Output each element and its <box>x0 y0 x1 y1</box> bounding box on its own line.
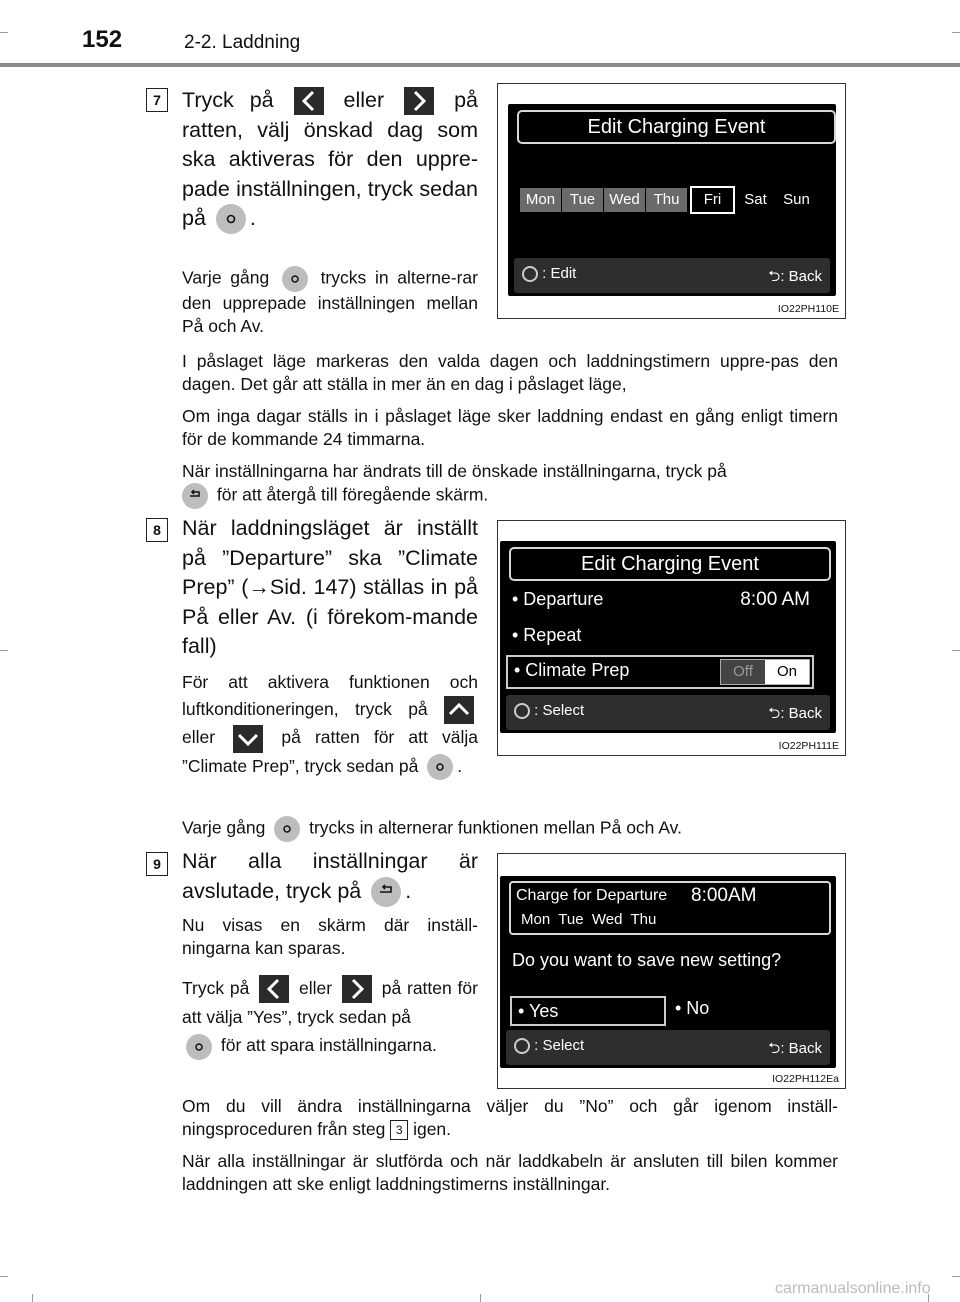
row-repeat[interactable]: • Repeat <box>512 625 582 645</box>
hint-bar: : Select ⮌: Back <box>506 695 830 730</box>
step8-subnote: För att aktivera funktionen och luftkonditioneringen, tryck på eller på ratten för att välja ”Climate Prep”, tryck sedan på . <box>182 669 478 780</box>
header-rule <box>0 63 960 67</box>
toggle-on: On <box>776 663 797 680</box>
climate-prep-toggle[interactable] <box>720 659 810 685</box>
screen-title: Edit Charging Event <box>517 110 836 144</box>
step-number-9: 9 <box>146 852 168 876</box>
no-option[interactable]: • No <box>675 998 710 1018</box>
step8-note: Varje gång trycks in alternerar funktionen mellan På och Av. <box>182 816 838 842</box>
day-selector <box>520 186 817 214</box>
back-button-icon <box>182 483 208 509</box>
chevron-left-icon <box>259 975 289 1003</box>
step7-instruction: Tryck på eller på ratten, välj önskad dag som ska aktiveras för den uppre-pade inställningen, tryck sedan på . <box>182 86 478 234</box>
yes-option-selected[interactable]: • Yes <box>510 996 666 1026</box>
dial-icon <box>514 1038 530 1054</box>
section-title: 2-2. Laddning <box>184 32 301 53</box>
back-button-icon <box>371 877 401 907</box>
step9-note-1: Om du vill ändra inställningarna väljer du ”No” och går igenom inställ-ningsproceduren från steg 3 igen. <box>182 1096 838 1139</box>
save-question: Do you want to save new setting? <box>512 950 782 970</box>
chevron-down-icon <box>233 725 263 753</box>
back-arrow-icon: ⮌ <box>768 1040 781 1057</box>
hint-bar: : Edit ⮌: Back <box>514 258 830 293</box>
day-tue[interactable]: Tue <box>561 188 603 212</box>
step7-note-3: När inställningarna har ändrats till de önskade inställningarna, tryck på för att återgå till föregående skärm. <box>182 460 838 509</box>
enter-dial-icon <box>186 1034 212 1060</box>
step7-note-2: Om inga dagar ställs in i påslaget läge sker laddning endast en gång enligt timern för de kommande 24 timmarna. <box>182 406 838 449</box>
figure-caption: IO22PH112Ea <box>772 1073 839 1085</box>
back-arrow-icon: ⮌ <box>768 268 781 285</box>
screenshot-save-setting <box>497 853 846 1089</box>
step8-instruction: När laddningsläget är inställt på ”Departure” ska ”Climate Prep” (→Sid. 147) ställas in på På eller Av. (i förekom-mande fall) <box>182 516 478 658</box>
enter-dial-icon <box>427 754 453 780</box>
step9-subnote-1: Nu visas en skärm där inställ-ningarna kan sparas. <box>182 915 478 958</box>
summary-box: Charge for Departure 8:00AM Mon Tue Wed Thu <box>509 881 831 935</box>
dial-icon <box>522 266 538 282</box>
step-number-7: 7 <box>146 88 168 112</box>
day-sun[interactable]: Sun <box>783 191 810 208</box>
day-fri-selected[interactable]: Fri <box>690 186 735 214</box>
watermark: carmanualsonline.info <box>775 1280 931 1297</box>
enter-dial-icon <box>282 266 308 292</box>
page-number: 152 <box>82 26 123 53</box>
back-arrow-icon: ⮌ <box>768 705 781 722</box>
toggle-off: Off <box>721 660 765 684</box>
day-wed[interactable]: Wed <box>603 188 645 212</box>
step7-note-1: I påslaget läge markeras den valda dagen och laddningstimern uppre-pas den dagen. Det går att ställa in mer än en dag i påslaget läge, <box>182 351 838 394</box>
hint-bar: : Select ⮌: Back <box>506 1030 830 1065</box>
enter-dial-icon <box>274 816 300 842</box>
step-reference: 3 <box>390 1120 408 1140</box>
screen-title: Edit Charging Event <box>509 547 831 581</box>
step9-subnote-2: Tryck på eller på ratten för att välja ”Yes”, tryck sedan på för att spara inställningarna. <box>182 974 478 1060</box>
day-thu[interactable]: Thu <box>645 188 687 212</box>
day-mon[interactable]: Mon <box>520 188 561 212</box>
figure-caption: IO22PH111E <box>778 740 839 752</box>
dial-icon <box>514 703 530 719</box>
row-climate-prep-selected[interactable]: • Climate Prep Off On <box>506 655 814 689</box>
step7-subnote: Varje gång trycks in alterne-rar den upprepade inställningen mellan På och Av. <box>182 267 478 336</box>
day-sat[interactable]: Sat <box>744 191 767 208</box>
figure-caption: IO22PH110E <box>777 303 839 315</box>
chevron-right-icon <box>404 87 434 115</box>
chevron-right-icon <box>342 975 372 1003</box>
screenshot-climate-prep <box>497 520 846 756</box>
step9-instruction: När alla inställningar är avslutade, tryck på . <box>182 847 478 907</box>
step9-note-2: När alla inställningar är slutförda och när laddkabeln är ansluten till bilen kommer laddningen att ske enligt laddningstimerns inställningar. <box>182 1151 838 1194</box>
chevron-left-icon <box>294 87 324 115</box>
row-departure[interactable]: • Departure 8:00 AM <box>512 589 810 610</box>
screenshot-edit-charging-days <box>497 83 846 319</box>
step-number-8: 8 <box>146 518 168 542</box>
chevron-up-icon <box>444 696 474 724</box>
enter-dial-icon <box>216 204 246 234</box>
